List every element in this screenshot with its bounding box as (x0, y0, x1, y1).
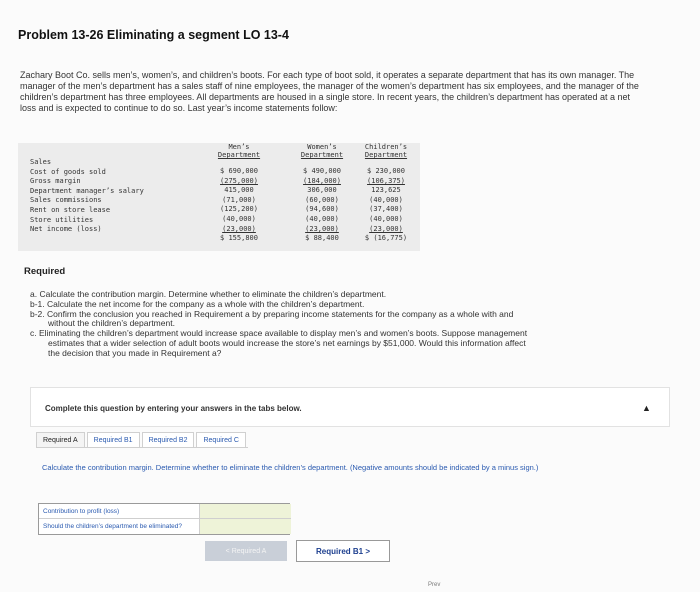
column-header: Children’s Department (364, 143, 408, 159)
answer-row-label: Contribution to profit (loss) (39, 504, 199, 519)
cell: (60,000) (305, 195, 339, 204)
prev-required-a-button[interactable]: < Required A (205, 541, 287, 561)
cursor-arrow-icon: ▲ (642, 403, 651, 413)
tab-required-c[interactable]: Required C (196, 432, 245, 447)
column-values (286, 167, 358, 244)
requirement-a: a. Calculate the contribution margin. Determine whether to eliminate the children’s department. (30, 289, 387, 299)
cell: $ (16,775) (364, 234, 408, 243)
row-label: Rent on store lease (30, 205, 111, 214)
cell: (40,000) (305, 214, 339, 223)
cell: (125,200) (220, 205, 258, 214)
row-label: Sales commissions (30, 196, 102, 205)
cell: (37,400) (369, 205, 403, 214)
row-label: Store utilities (30, 215, 94, 224)
cell: 415,000 (224, 186, 254, 195)
row-label: Gross margin (30, 177, 81, 186)
cell: (23,000) (369, 224, 403, 233)
cell: (40,000) (369, 195, 403, 204)
requirement-c: c. Eliminating the children’s department would increase space available to display men’s and women’s boots. Suppose management (30, 328, 528, 339)
requirements-list (30, 290, 630, 359)
column-values (206, 167, 272, 244)
cell: (275,000) (220, 176, 258, 185)
cell: (184,000) (303, 176, 341, 185)
instructions-panel (30, 387, 670, 427)
row-label: Cost of goods sold (30, 167, 106, 176)
requirement-b2-cont: without the children’s department. (48, 318, 175, 329)
cell: $ 230,000 (367, 167, 405, 175)
cell: (71,000) (222, 195, 256, 204)
answer-row-label: Should the children’s department be eliminated? (43, 523, 182, 530)
cell: $ 490,000 (303, 167, 341, 175)
mens-column (206, 143, 272, 244)
cell: (40,000) (222, 214, 256, 223)
womens-column (286, 143, 358, 244)
statement-row-labels (30, 158, 144, 235)
cell: $ 155,800 (220, 234, 258, 243)
cell: $ 88,400 (305, 234, 339, 243)
tab-required-a[interactable]: Required A (36, 432, 85, 447)
prev-link-fragment[interactable]: Prev (428, 582, 441, 588)
cell: 123,625 (371, 186, 401, 195)
cell: (23,000) (222, 224, 256, 233)
contribution-input[interactable] (199, 504, 291, 519)
column-values (354, 167, 418, 244)
row-label: Sales (30, 158, 52, 166)
cell: 306,000 (307, 186, 337, 195)
requirement-b1: b-1. Calculate the net income for the company as a whole with the children’s department. (30, 298, 365, 309)
tab-required-b1[interactable]: Required B1 (87, 432, 140, 447)
requirement-b2: b-2. Confirm the conclusion you reached in Requirement a by preparing income statements for the company as a whole with and (30, 308, 514, 319)
panel-text: Complete this question by entering your answers in the tabs below. (45, 404, 302, 413)
page-title: Problem 13-26 Eliminating a segment LO 13-4 (18, 28, 289, 42)
requirement-c-cont: estimates that a wider selection of adult boots would increase the store’s net earnings by $51,000. Would this information affect (48, 337, 526, 348)
tab-required-b2[interactable]: Required B2 (142, 432, 195, 447)
eliminate-decision-input[interactable] (199, 519, 291, 534)
problem-intro: Zachary Boot Co. sells men’s, women’s, and children’s boots. For each type of boot sold, it operates a separate department that has its own manager. The manager of the men’s department has a sales staff of nine employees, the manager of the women’s department has six employees, and the manager of the children’s department has three employees. All departments are housed in a single store. In recent years, the children’s department has operated at a net loss and is expected to continue to do so. Last year’s income statements follow: (20, 70, 639, 113)
answer-table (38, 503, 290, 535)
cell: (40,000) (369, 214, 403, 223)
tab-instruction: Calculate the contribution margin. Determine whether to eliminate the children’s department. (Negative amounts should be indicated by a minus sign.) (42, 463, 539, 472)
cell: (106,375) (367, 176, 405, 185)
cell: (94,600) (305, 205, 339, 214)
required-heading: Required (24, 266, 66, 277)
requirement-tabs (36, 432, 248, 448)
requirement-c-cont: the decision that you made in Requirement a? (48, 347, 222, 358)
income-statement-image (18, 143, 420, 251)
childrens-column (354, 143, 418, 244)
next-required-b1-button[interactable]: Required B1 > (296, 540, 390, 562)
row-label: Department manager’s salary (30, 186, 144, 195)
cell: (23,000) (305, 224, 339, 233)
cell: $ 690,000 (220, 167, 258, 175)
column-header: Women’s Department (300, 143, 344, 159)
row-label: Net income (loss) (30, 225, 102, 234)
column-header: Men’s Department (217, 143, 261, 159)
